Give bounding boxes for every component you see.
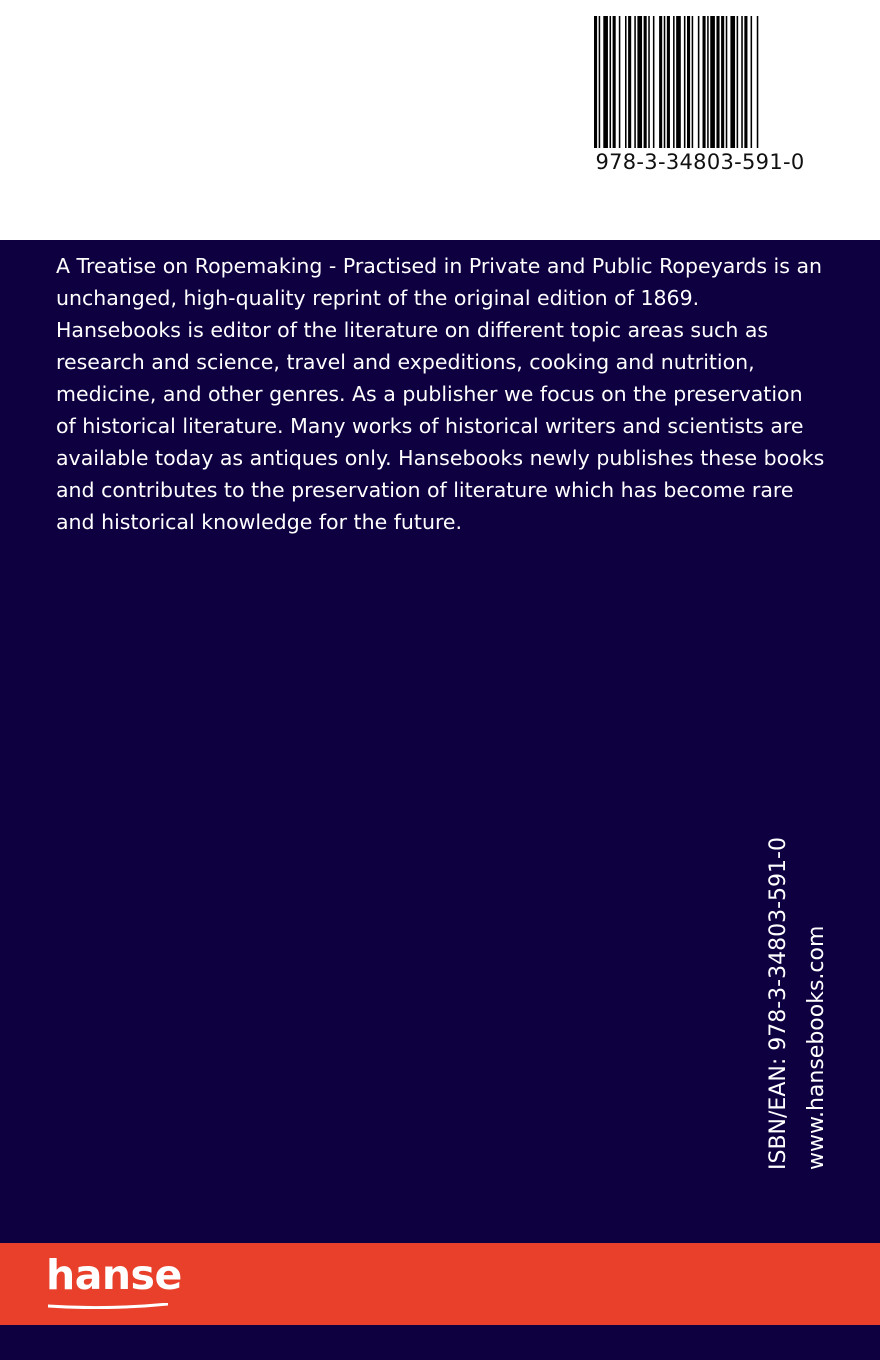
barcode-bar xyxy=(684,16,686,148)
barcode-bar xyxy=(737,16,739,148)
barcode-bar xyxy=(625,16,627,148)
barcode-number: 978-3-34803-591-0 xyxy=(595,150,805,174)
barcode-bar xyxy=(594,16,597,148)
barcode-bar xyxy=(644,16,647,148)
barcode-bar xyxy=(599,16,601,148)
barcode-bar xyxy=(741,16,743,148)
barcode-bar xyxy=(687,16,690,148)
barcode-bar xyxy=(676,16,681,148)
barcode-bar xyxy=(628,16,631,148)
barcode-bar xyxy=(757,16,759,148)
barcode-bar xyxy=(721,16,724,148)
isbn-ean-line: ISBN/EAN: 978-3-34803-591-0 xyxy=(766,837,791,1170)
barcode-bar xyxy=(744,16,747,148)
barcode-bar xyxy=(726,16,728,148)
spine-info xyxy=(760,837,836,1170)
barcode-bar xyxy=(716,16,719,148)
barcode-bar xyxy=(610,16,612,148)
barcode-bar xyxy=(619,16,621,148)
barcode-bar xyxy=(613,16,616,148)
barcode-bars xyxy=(592,16,806,148)
description-text: A Treatise on Ropemaking - Practised in Private and Public Ropeyards is an unchanged, high-quality reprint of the original edition of 1869. Hansebooks is editor of the literature on different topic areas such as research and science, travel and expeditions, cooking and nutrition, medicine, and other genres. As a publisher we focus on the preservation of historical literature. Many works of historical writers and scientists are available today as antiques only. Hansebooks newly publishes these books and contributes to the preservation of literature which has become rare and historical knowledge for the future. xyxy=(56,254,825,534)
top-white-band xyxy=(0,0,880,240)
barcode-bar xyxy=(692,16,694,148)
barcode-bar xyxy=(751,16,753,148)
barcode-bar xyxy=(653,16,655,148)
barcode-bar xyxy=(730,16,735,148)
barcode-bar xyxy=(673,16,675,148)
barcode-bar xyxy=(664,16,666,148)
barcode-bar xyxy=(637,16,642,148)
barcode-bar xyxy=(659,16,662,148)
barcode-image xyxy=(592,16,806,148)
barcode-bar xyxy=(707,16,709,148)
barcode-bar xyxy=(603,16,608,148)
website-line: www.hansebooks.com xyxy=(804,925,829,1170)
barcode-bar xyxy=(667,16,670,148)
logo-swoosh-icon xyxy=(48,1303,168,1309)
barcode-bar xyxy=(634,16,636,148)
hanse-logo: hanse xyxy=(46,1251,182,1299)
barcode-bar xyxy=(648,16,650,148)
barcode-bar xyxy=(710,16,715,148)
barcode-bar xyxy=(703,16,706,148)
barcode-bar xyxy=(698,16,700,148)
